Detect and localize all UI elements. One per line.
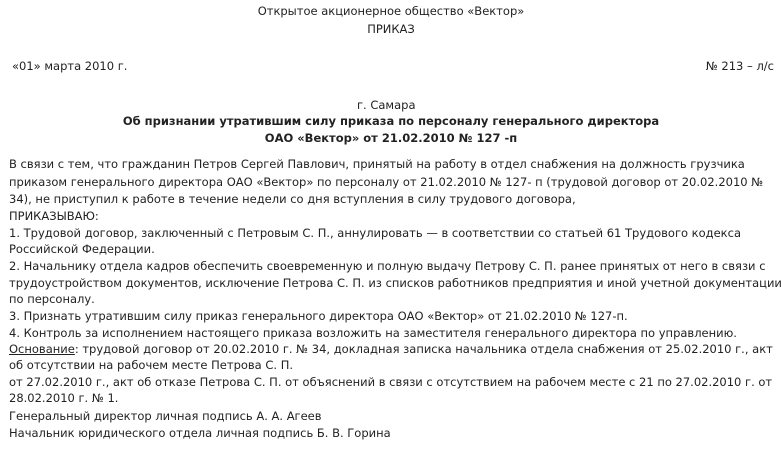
legal-head-signature: Начальник юридического отдела личная подпись Б. В. Горина (9, 426, 391, 440)
order-date: «01» марта 2010 г. (12, 59, 128, 73)
item-3: 3. Признать утратившим силу приказ генерального директора ОАО «Вектор» от 21.02.2010 № 127-п. (9, 309, 628, 323)
preamble-line-1: В связи с тем, что гражданин Петров Сергей Павлович, принятый на работу в отдел снабжения на должность грузчика (9, 157, 745, 171)
item-1-line-2: Российской Федерации. (9, 242, 155, 256)
document-title-line-1: Об признании утратившим силу приказа по персоналу генерального директора (122, 114, 660, 128)
basis-line-4: 28.02.2010 г. № 1. (9, 391, 119, 405)
basis-label: Основание (9, 342, 75, 356)
item-2-line-3: по персоналу. (9, 292, 95, 306)
company-name: Открытое акционерное общество «Вектор» (257, 4, 525, 18)
city: г. Самара (357, 98, 416, 112)
document-title-line-2: ОАО «Вектор» от 21.02.2010 № 127 -п (264, 131, 518, 145)
basis-line-2: об отсутствии на рабочем месте Петрова С. П. (9, 358, 294, 372)
document-type: ПРИКАЗ (367, 22, 415, 36)
basis-line-3: от 27.02.2010 г., акт об отказе Петрова С. П. от объяснений в связи с отсутствием на рабочем месте с 21 по 27.02.2010 г. от (9, 375, 773, 389)
basis-line-1 (9, 342, 773, 357)
order-number: № 213 – л/с (705, 59, 774, 73)
item-1-line-1: 1. Трудовой договор, заключенный с Петровым С. П., аннулировать — в соответствии со статьей 61 Трудового кодекса (9, 226, 741, 240)
director-signature: Генеральный директор личная подпись А. А. Агеев (9, 409, 322, 423)
item-4: 4. Контроль за исполнением настоящего приказа возложить на заместителя генерального директора по управлению. (9, 326, 737, 340)
item-2-line-2: трудоустройством документов, исключение Петрова С. П. из списков работников предприятия и иной учетной документации (9, 276, 782, 290)
item-2-line-1: 2. Начальнику отдела кадров обеспечить своевременную и полную выдачу Петрову С. П. ранее принятых от него в связи с (9, 259, 766, 273)
order-word: ПРИКАЗЫВАЮ: (9, 209, 99, 223)
basis-line-1-text: : трудовой договор от 20.02.2010 г. № 34, докладная записка начальника отдела снабжения от 25.02.2010 г., акт (74, 342, 773, 356)
preamble-line-2: приказом генерального директора ОАО «Вектор» по персоналу от 21.02.2010 № 127- п (трудовой договор от 20.02.2010 № (9, 175, 764, 189)
preamble-line-3: 34), не приступил к работе в течение недели со дня вступления в силу трудового договора, (9, 192, 576, 206)
